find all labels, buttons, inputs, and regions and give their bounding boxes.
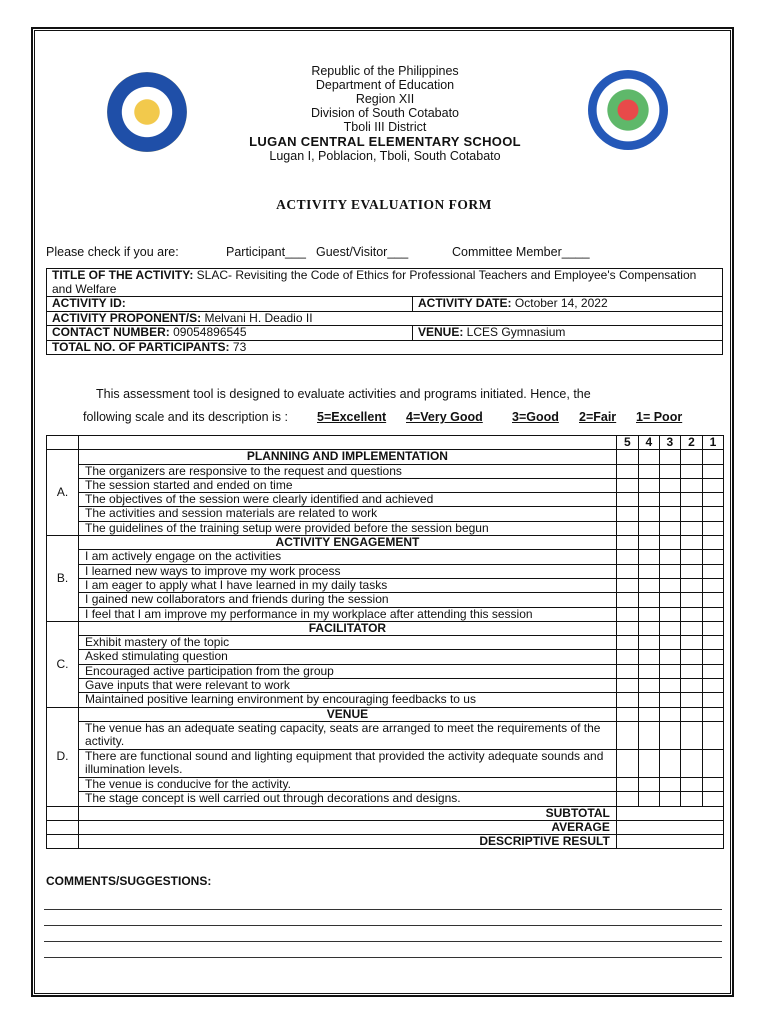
header-line: Department of Education bbox=[315, 78, 455, 92]
header-block bbox=[200, 64, 570, 163]
activity-id-cell[interactable]: ACTIVITY ID: bbox=[47, 297, 413, 312]
intro-line-1: This assessment tool is designed to evaluate activities and programs initiated. Hence, the bbox=[96, 387, 591, 401]
rating-cell[interactable] bbox=[659, 792, 680, 806]
rating-cell[interactable] bbox=[616, 493, 638, 507]
criteria-text: I am actively engage on the activities bbox=[79, 550, 617, 564]
blank-cell bbox=[616, 450, 638, 464]
rating-cell[interactable] bbox=[680, 478, 702, 492]
scale-1: 1= Poor bbox=[636, 410, 683, 424]
rating-cell[interactable] bbox=[680, 650, 702, 664]
rating-cell[interactable] bbox=[659, 578, 680, 592]
check-prompt: Please check if you are: bbox=[46, 245, 179, 259]
rating-cell[interactable] bbox=[659, 593, 680, 607]
rating-cell[interactable] bbox=[702, 721, 723, 749]
blank-cell bbox=[47, 820, 79, 834]
section-title-row bbox=[47, 450, 724, 464]
blank-cell bbox=[702, 621, 723, 635]
rating-cell[interactable] bbox=[638, 693, 659, 707]
rating-cell[interactable] bbox=[638, 721, 659, 749]
rating-cell[interactable] bbox=[659, 777, 680, 791]
contact-number-cell: CONTACT NUMBER: 09054896545 bbox=[47, 326, 413, 341]
rating-cell[interactable] bbox=[659, 721, 680, 749]
subtotal-row bbox=[47, 806, 724, 820]
criteria-text: There are functional sound and lighting equipment that provided the activity adequate sounds and illumination levels. bbox=[79, 749, 617, 777]
committee-option[interactable]: Committee Member____ bbox=[452, 245, 590, 259]
criteria-row bbox=[47, 664, 724, 678]
rating-cell[interactable] bbox=[659, 693, 680, 707]
scale-header-cell: 2 bbox=[680, 436, 702, 450]
rating-cell[interactable] bbox=[680, 564, 702, 578]
school-seal-icon bbox=[107, 72, 187, 152]
rating-cell[interactable] bbox=[638, 550, 659, 564]
blank-cell bbox=[638, 536, 659, 550]
criteria-row bbox=[47, 550, 724, 564]
activity-proponent-cell: ACTIVITY PROPONENT/S: Melvani H. Deadio II bbox=[47, 311, 723, 326]
rating-cell[interactable] bbox=[702, 550, 723, 564]
criteria-text: The stage concept is well carried out through decorations and designs. bbox=[79, 792, 617, 806]
rating-cell[interactable] bbox=[659, 607, 680, 621]
criteria-row bbox=[47, 693, 724, 707]
rating-cell[interactable] bbox=[638, 664, 659, 678]
rating-cell[interactable] bbox=[616, 607, 638, 621]
rating-cell[interactable] bbox=[659, 679, 680, 693]
rating-cell[interactable] bbox=[638, 564, 659, 578]
section-title-row bbox=[47, 621, 724, 635]
header-line: Republic of the Philippines bbox=[311, 64, 459, 78]
rating-cell[interactable] bbox=[702, 664, 723, 678]
criteria-row bbox=[47, 564, 724, 578]
criteria-text: The organizers are responsive to the request and questions bbox=[79, 464, 617, 478]
rating-cell[interactable] bbox=[638, 749, 659, 777]
rating-cell[interactable] bbox=[702, 607, 723, 621]
section-title: VENUE bbox=[79, 707, 617, 721]
rating-cell[interactable] bbox=[616, 564, 638, 578]
blank-cell bbox=[680, 536, 702, 550]
rating-cell[interactable] bbox=[659, 464, 680, 478]
rating-cell[interactable] bbox=[638, 464, 659, 478]
rating-cell[interactable] bbox=[659, 478, 680, 492]
rating-cell[interactable] bbox=[680, 749, 702, 777]
rating-cell[interactable] bbox=[680, 664, 702, 678]
blank-cell bbox=[702, 536, 723, 550]
rating-cell[interactable] bbox=[638, 593, 659, 607]
descriptive-result-row bbox=[47, 835, 724, 849]
criteria-row bbox=[47, 792, 724, 806]
blank-cell bbox=[47, 436, 79, 450]
blank-cell bbox=[616, 707, 638, 721]
blank-cell bbox=[680, 450, 702, 464]
rating-cell[interactable] bbox=[638, 636, 659, 650]
rating-cell[interactable] bbox=[659, 650, 680, 664]
rating-cell[interactable] bbox=[702, 777, 723, 791]
blank-cell bbox=[702, 707, 723, 721]
rating-cell[interactable] bbox=[638, 521, 659, 535]
blank-cell bbox=[79, 436, 617, 450]
section-title-row bbox=[47, 536, 724, 550]
rating-cell[interactable] bbox=[659, 521, 680, 535]
rating-cell[interactable] bbox=[702, 593, 723, 607]
header-line: Division of South Cotabato bbox=[310, 106, 459, 120]
rating-cell[interactable] bbox=[702, 636, 723, 650]
comment-line[interactable] bbox=[44, 925, 722, 926]
evaluation-table bbox=[46, 435, 724, 849]
scale-header-row bbox=[47, 436, 724, 450]
rating-cell[interactable] bbox=[702, 493, 723, 507]
rating-cell[interactable] bbox=[702, 521, 723, 535]
rating-cell[interactable] bbox=[702, 749, 723, 777]
rating-cell[interactable] bbox=[702, 564, 723, 578]
criteria-text: Asked stimulating question bbox=[79, 650, 617, 664]
rating-cell[interactable] bbox=[659, 636, 680, 650]
rating-cell[interactable] bbox=[616, 478, 638, 492]
rating-cell[interactable] bbox=[616, 636, 638, 650]
header-line: Tboli III District bbox=[343, 120, 427, 134]
blank-cell bbox=[659, 450, 680, 464]
rating-cell[interactable] bbox=[616, 679, 638, 693]
criteria-row bbox=[47, 493, 724, 507]
rating-cell[interactable] bbox=[616, 664, 638, 678]
blank-cell bbox=[616, 621, 638, 635]
rating-cell[interactable] bbox=[638, 650, 659, 664]
average-row bbox=[47, 820, 724, 834]
criteria-row bbox=[47, 679, 724, 693]
rating-cell[interactable] bbox=[638, 792, 659, 806]
subtotal-row-value[interactable] bbox=[616, 806, 723, 820]
criteria-text: The venue is conducive for the activity. bbox=[79, 777, 617, 791]
school-address: Lugan I, Poblacion, Tboli, South Cotabato bbox=[269, 149, 501, 163]
criteria-text: The venue has an adequate seating capacity, seats are arranged to meet the requirements of the activity. bbox=[79, 721, 617, 749]
rating-cell[interactable] bbox=[680, 521, 702, 535]
rating-cell[interactable] bbox=[680, 464, 702, 478]
criteria-row bbox=[47, 478, 724, 492]
rating-cell[interactable] bbox=[659, 664, 680, 678]
section-letter: D. bbox=[47, 707, 79, 806]
criteria-row bbox=[47, 650, 724, 664]
rating-cell[interactable] bbox=[659, 493, 680, 507]
subtotal-row-label: SUBTOTAL bbox=[79, 806, 617, 820]
scale-5: 5=Excellent bbox=[317, 410, 387, 424]
average-row-value[interactable] bbox=[616, 820, 723, 834]
rating-cell[interactable] bbox=[680, 578, 702, 592]
total-participants-cell: TOTAL NO. OF PARTICIPANTS: 73 bbox=[47, 340, 723, 355]
blank-cell bbox=[659, 621, 680, 635]
blank-cell bbox=[47, 835, 79, 849]
rating-cell[interactable] bbox=[680, 693, 702, 707]
rating-cell[interactable] bbox=[616, 464, 638, 478]
scale-2: 2=Fair bbox=[579, 410, 617, 424]
intro-line-2: following scale and its description is : bbox=[83, 410, 288, 424]
comments-label: COMMENTS/SUGGESTIONS: bbox=[46, 874, 212, 888]
rating-cell[interactable] bbox=[659, 749, 680, 777]
rating-cell[interactable] bbox=[638, 578, 659, 592]
rating-cell[interactable] bbox=[680, 777, 702, 791]
rating-cell[interactable] bbox=[638, 777, 659, 791]
descriptive-result-row-label: DESCRIPTIVE RESULT bbox=[79, 835, 617, 849]
blank-cell bbox=[702, 450, 723, 464]
activity-date-cell: ACTIVITY DATE: October 14, 2022 bbox=[413, 297, 723, 312]
section-title: PLANNING AND IMPLEMENTATION bbox=[79, 450, 617, 464]
criteria-text: I learned new ways to improve my work process bbox=[79, 564, 617, 578]
rating-cell[interactable] bbox=[702, 464, 723, 478]
rating-cell[interactable] bbox=[616, 721, 638, 749]
comment-line[interactable] bbox=[44, 909, 722, 910]
school-name: LUGAN CENTRAL ELEMENTARY SCHOOL bbox=[249, 134, 521, 149]
rating-cell[interactable] bbox=[702, 507, 723, 521]
form-title: ACTIVITY EVALUATION FORM bbox=[276, 197, 492, 212]
comment-line[interactable] bbox=[44, 957, 722, 958]
section-title: FACILITATOR bbox=[79, 621, 617, 635]
rating-cell[interactable] bbox=[680, 679, 702, 693]
section-letter: C. bbox=[47, 621, 79, 707]
rating-cell[interactable] bbox=[680, 636, 702, 650]
criteria-text: Exhibit mastery of the topic bbox=[79, 636, 617, 650]
criteria-text: The activities and session materials are related to work bbox=[79, 507, 617, 521]
rating-cell[interactable] bbox=[616, 650, 638, 664]
rating-cell[interactable] bbox=[702, 478, 723, 492]
criteria-row bbox=[47, 607, 724, 621]
rating-cell[interactable] bbox=[638, 607, 659, 621]
division-seal-icon bbox=[588, 70, 668, 150]
activity-title-cell: TITLE OF THE ACTIVITY: SLAC- Revisiting the Code of Ethics for Professional Teachers and Employee's Compensation and Welfare bbox=[47, 269, 723, 297]
rating-cell[interactable] bbox=[659, 507, 680, 521]
participant-option[interactable]: Participant___ bbox=[226, 245, 306, 259]
rating-cell[interactable] bbox=[616, 777, 638, 791]
criteria-row bbox=[47, 507, 724, 521]
rating-cell[interactable] bbox=[638, 493, 659, 507]
section-letter: B. bbox=[47, 536, 79, 622]
activity-info-table bbox=[46, 268, 723, 355]
blank-cell bbox=[638, 450, 659, 464]
rating-cell[interactable] bbox=[638, 478, 659, 492]
scale-4: 4=Very Good bbox=[406, 410, 483, 424]
scale-header-cell: 1 bbox=[702, 436, 723, 450]
scale-header-cell: 3 bbox=[659, 436, 680, 450]
scale-3: 3=Good bbox=[512, 410, 559, 424]
rating-cell[interactable] bbox=[616, 578, 638, 592]
rating-cell[interactable] bbox=[616, 593, 638, 607]
blank-cell bbox=[47, 806, 79, 820]
average-row-label: AVERAGE bbox=[79, 820, 617, 834]
rating-cell[interactable] bbox=[680, 607, 702, 621]
rating-cell[interactable] bbox=[616, 521, 638, 535]
rating-cell[interactable] bbox=[680, 593, 702, 607]
criteria-text: Gave inputs that were relevant to work bbox=[79, 679, 617, 693]
guest-option[interactable]: Guest/Visitor___ bbox=[316, 245, 409, 259]
scale-header-cell: 5 bbox=[616, 436, 638, 450]
criteria-row bbox=[47, 593, 724, 607]
venue-cell: VENUE: LCES Gymnasium bbox=[413, 326, 723, 341]
blank-cell bbox=[638, 707, 659, 721]
criteria-text: Maintained positive learning environment by encouraging feedbacks to us bbox=[79, 693, 617, 707]
rating-cell[interactable] bbox=[659, 550, 680, 564]
header-line: Region XII bbox=[355, 92, 415, 106]
rating-cell[interactable] bbox=[616, 792, 638, 806]
criteria-row bbox=[47, 578, 724, 592]
rating-cell[interactable] bbox=[616, 507, 638, 521]
criteria-text: I feel that I am improve my performance in my workplace after attending this session bbox=[79, 607, 617, 621]
rating-cell[interactable] bbox=[702, 693, 723, 707]
rating-cell[interactable] bbox=[616, 693, 638, 707]
rating-cell[interactable] bbox=[616, 749, 638, 777]
descriptive-result-row-value[interactable] bbox=[616, 835, 723, 849]
criteria-text: I am eager to apply what I have learned in my daily tasks bbox=[79, 578, 617, 592]
criteria-text: Encouraged active participation from the group bbox=[79, 664, 617, 678]
rating-cell[interactable] bbox=[638, 679, 659, 693]
rating-cell[interactable] bbox=[680, 507, 702, 521]
rating-cell[interactable] bbox=[616, 550, 638, 564]
criteria-row bbox=[47, 464, 724, 478]
section-title-row bbox=[47, 707, 724, 721]
blank-cell bbox=[616, 536, 638, 550]
rating-cell[interactable] bbox=[638, 507, 659, 521]
rating-cell[interactable] bbox=[702, 578, 723, 592]
comment-line[interactable] bbox=[44, 941, 722, 942]
rating-cell[interactable] bbox=[659, 564, 680, 578]
blank-cell bbox=[638, 621, 659, 635]
rating-cell[interactable] bbox=[702, 679, 723, 693]
rating-cell[interactable] bbox=[680, 493, 702, 507]
rating-cell[interactable] bbox=[680, 550, 702, 564]
criteria-row bbox=[47, 521, 724, 535]
criteria-row bbox=[47, 721, 724, 749]
criteria-text: The objectives of the session were clearly identified and achieved bbox=[79, 493, 617, 507]
section-title: ACTIVITY ENGAGEMENT bbox=[79, 536, 617, 550]
criteria-row bbox=[47, 749, 724, 777]
criteria-text: The session started and ended on time bbox=[79, 478, 617, 492]
blank-cell bbox=[680, 621, 702, 635]
blank-cell bbox=[659, 707, 680, 721]
criteria-text: The guidelines of the training setup were provided before the session begun bbox=[79, 521, 617, 535]
rating-cell[interactable] bbox=[702, 650, 723, 664]
criteria-text: I gained new collaborators and friends during the session bbox=[79, 593, 617, 607]
scale-header-cell: 4 bbox=[638, 436, 659, 450]
rating-cell[interactable] bbox=[702, 792, 723, 806]
section-letter: A. bbox=[47, 450, 79, 536]
blank-cell bbox=[659, 536, 680, 550]
criteria-row bbox=[47, 777, 724, 791]
blank-cell bbox=[680, 707, 702, 721]
rating-cell[interactable] bbox=[680, 721, 702, 749]
criteria-row bbox=[47, 636, 724, 650]
rating-cell[interactable] bbox=[680, 792, 702, 806]
